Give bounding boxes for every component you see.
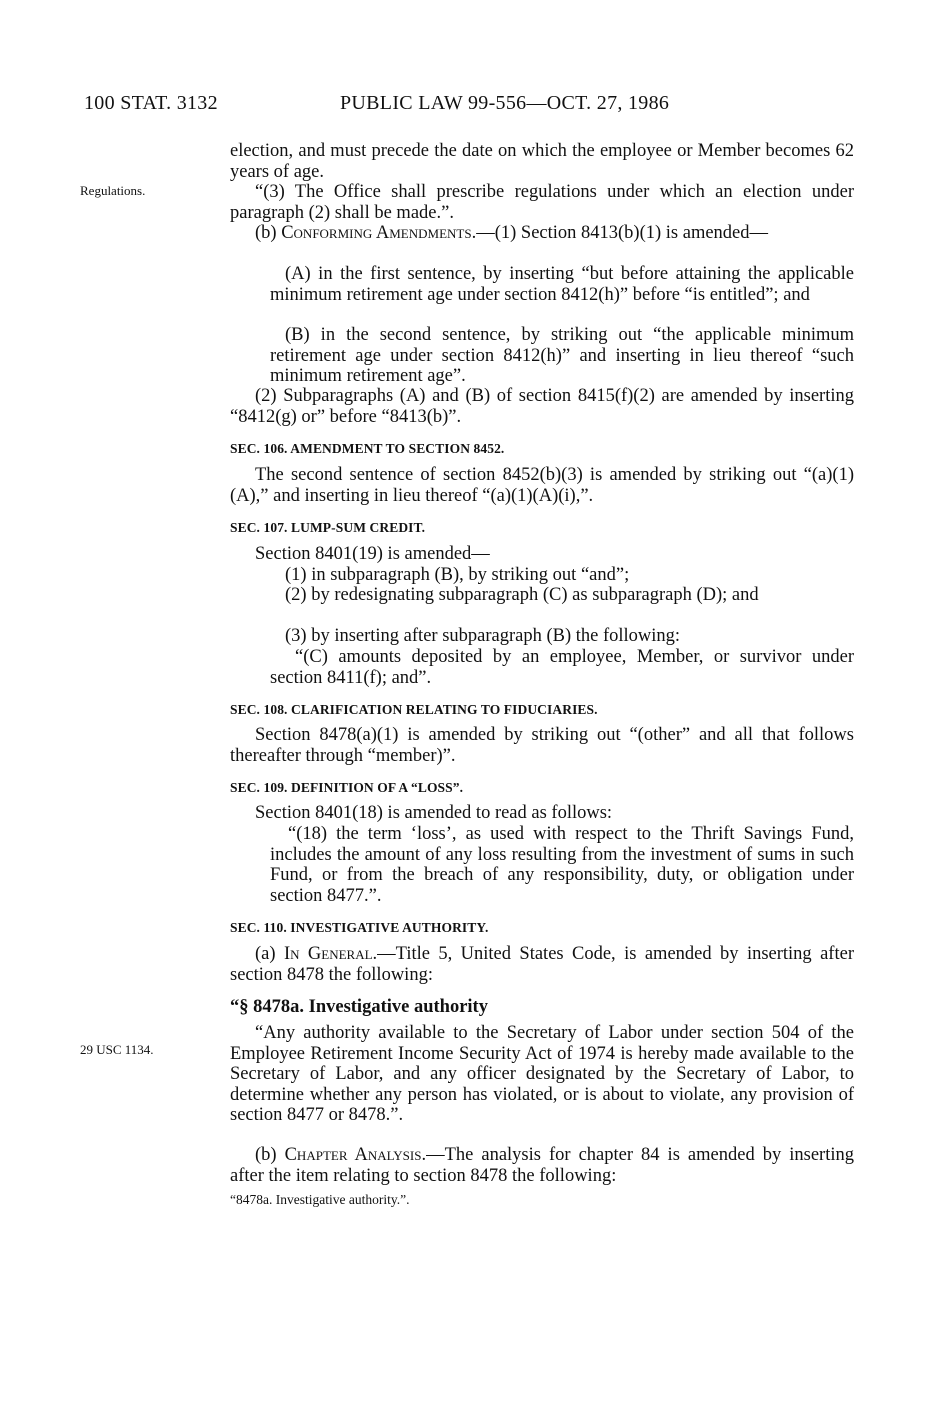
paragraph-conforming-amendments xyxy=(230,223,854,244)
paragraph-office-regulations: “(3) The Office shall prescribe regulations under which an election under paragraph (2) shall be made.”. xyxy=(230,182,854,223)
paragraph-sec107-3: (3) by inserting after subparagraph (B) the following: xyxy=(285,626,681,646)
section-heading-108: SEC. 108. CLARIFICATION RELATING TO FIDUCIARIES. xyxy=(230,702,598,717)
paragraph-chapter-analysis xyxy=(230,1145,854,1186)
paragraph-lead: (b) xyxy=(255,1145,285,1165)
margin-note-regulations: Regulations. xyxy=(80,183,146,198)
paragraph-body: .—The analysis for chapter 84 is amended by inserting after the item relating to section 8478 the following: xyxy=(230,1145,854,1186)
section-heading-106: SEC. 106. AMENDMENT TO SECTION 8452. xyxy=(230,441,505,456)
paragraph-lead: (a) xyxy=(255,944,284,964)
subsection-heading-8478a: “§ 8478a. Investigative authority xyxy=(230,997,488,1017)
paragraph-subparagraphs: (2) Subparagraphs (A) and (B) of section 8415(f)(2) are amended by inserting “8412(g) or” before “8413(b)”. xyxy=(230,386,854,427)
paragraph-subpara-b: (B) in the second sentence, by striking out “the applicable minimum retirement age under section 8412(h)” and inserting in lieu thereof “such minimum retirement age”. xyxy=(270,325,854,386)
paragraph-sec107-1: (1) in subparagraph (B), by striking out “and”; xyxy=(285,565,630,585)
page-number: 100 STAT. 3132 xyxy=(84,92,218,114)
paragraph-sec107-2: (2) by redesignating subparagraph (C) as subparagraph (D); and xyxy=(285,585,759,605)
paragraph-body: .—Title 5, United States Code, is amended by inserting after section 8478 the following: xyxy=(230,944,854,985)
paragraph-election: election, and must precede the date on which the employee or Member becomes 62 years of age. xyxy=(230,141,854,182)
section-heading-107: SEC. 107. LUMP-SUM CREDIT. xyxy=(230,520,426,535)
paragraph-heading: Chapter Analysis xyxy=(284,1145,422,1165)
paragraph-sec108: Section 8478(a)(1) is amended by striking out “(other” and all that follows thereafter through “member)”. xyxy=(230,725,854,766)
paragraph-body: .—(1) Section 8413(b)(1) is amended— xyxy=(471,223,769,243)
paragraph-sec110-a xyxy=(230,944,854,985)
paragraph-sec106: The second sentence of section 8452(b)(3) is amended by striking out “(a)(1)(A),” and inserting in lieu thereof “(a)(1)(A)(i),”. xyxy=(230,465,854,506)
margin-note-usc: 29 USC 1134. xyxy=(80,1042,154,1057)
page-title: PUBLIC LAW 99-556—OCT. 27, 1986 xyxy=(340,92,670,114)
paragraph-sec109-def: “(18) the term ‘loss’, as used with respect to the Thrift Savings Fund, includes the amount of any loss resulting from the investment of sums in such Fund, or from the breach of any responsibility, duty, or obligation under section 8477.”. xyxy=(270,824,854,906)
paragraph-heading: Conforming Amendments xyxy=(281,223,472,243)
paragraph-lead: (b) xyxy=(255,223,282,243)
paragraph-subpara-a: (A) in the first sentence, by inserting “but before attaining the applicable minimum retirement age under section 8412(h)” before “is entitled”; and xyxy=(270,264,854,305)
section-heading-110: SEC. 110. INVESTIGATIVE AUTHORITY. xyxy=(230,920,489,935)
section-heading-109: SEC. 109. DEFINITION OF A “LOSS”. xyxy=(230,780,464,795)
paragraph-sec109-intro: Section 8401(18) is amended to read as follows: xyxy=(255,803,613,823)
paragraph-heading: In General xyxy=(283,944,373,964)
table-of-contents-item: “8478a. Investigative authority.”. xyxy=(230,1192,410,1207)
paragraph-sec107-c: “(C) amounts deposited by an employee, Member, or survivor under section 8411(f); and”. xyxy=(270,647,854,688)
paragraph-sec107-intro: Section 8401(19) is amended— xyxy=(255,544,490,564)
paragraph-8478a: “Any authority available to the Secretary of Labor under section 504 of the Employee Retirement Income Security Act of 1974 is hereby made available to the Secretary of Labor, and any officer designated by the Secretary of Labor, to determine whether any person has violated, or is about to violate, any provision of section 8477 or 8478.”. xyxy=(230,1023,854,1125)
